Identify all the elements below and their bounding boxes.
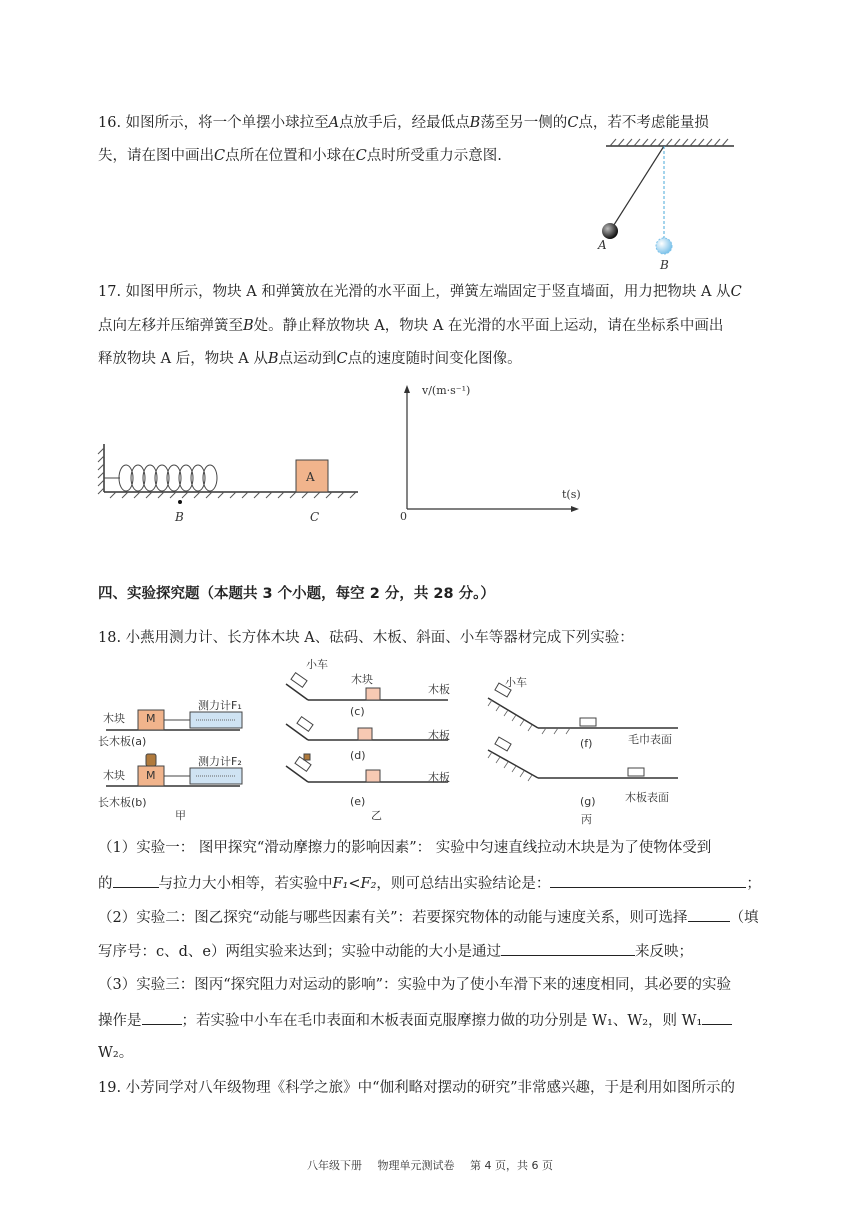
label-board-e: 木板: [428, 771, 450, 784]
label-c: (c): [350, 705, 365, 718]
question-number: 17.: [98, 284, 122, 300]
q18-intro: 18. 小燕用测力计、长方体木块 A、砝码、木板、斜面、小车等器材完成下列实验：: [98, 630, 634, 646]
pendulum-figure: [600, 138, 740, 273]
label-jia: 甲: [175, 809, 186, 822]
label-car-f: 小车: [505, 676, 527, 689]
q18-p3-line-3: W₂。: [98, 1045, 134, 1061]
axis-x-label: t(s): [562, 488, 581, 501]
q17-line-2: 点向左移并压缩弹簧至B处。静止释放物块 A，物块 A 在光滑的水平面上运动，请在坐标系中画出: [98, 318, 724, 334]
label-m-a: M: [146, 712, 156, 725]
label-board-c: 木板: [428, 683, 450, 696]
question-number: 18.: [98, 630, 122, 646]
label-board-b: 长木板(b): [98, 796, 147, 809]
origin-label: 0: [400, 510, 407, 523]
question-number: 16.: [98, 115, 122, 131]
spring-icon: [104, 465, 217, 491]
answer-blank-compare[interactable]: [702, 1009, 732, 1025]
label-d: (d): [350, 749, 366, 762]
q17-line-3: 释放物块 A 后，物块 A 从B点运动到C点的速度随时间变化图像。: [98, 351, 522, 367]
label-f: (f): [580, 737, 593, 750]
label-towel: 毛巾表面: [628, 733, 672, 746]
answer-blank-conclusion[interactable]: [550, 872, 746, 888]
label-yi: 乙: [371, 809, 382, 822]
label-b-spring: B: [175, 510, 184, 524]
q18-p1-line-2: 的 与拉力大小相等，若实验中F₁<F₂，则可总结出实验结论是： ；: [98, 872, 761, 894]
q16-line-1: 16. 如图所示，将一个单摆小球拉至A点放手后，经最低点B荡至另一侧的C点，若不考虑能量损: [98, 115, 709, 131]
velocity-time-axes: [395, 385, 580, 520]
label-bing: 丙: [581, 813, 592, 826]
answer-blank-kinetic[interactable]: [501, 940, 635, 956]
label-meter2: 测力计F₂: [198, 755, 242, 768]
label-mublock-b: 木块: [103, 769, 125, 782]
answer-blank-operation[interactable]: [142, 1009, 182, 1025]
label-b: B: [660, 258, 669, 272]
point-b-dot: [178, 500, 182, 504]
label-mublock-a: 木块: [103, 712, 125, 725]
label-m-b: M: [146, 769, 156, 782]
q16-line-2: 失，请在图中画出C点所在位置和小球在C点时所受重力示意图.: [98, 148, 502, 164]
answer-blank-friction[interactable]: [113, 872, 159, 888]
q18-p2-line-2: 写序号：c、d、e）两组实验来达到；实验中动能的大小是通过 来反映；: [98, 940, 693, 962]
page-number: 第 4 页，共 6 页: [470, 1159, 553, 1172]
axis-y-label: v/(m·s⁻¹): [422, 384, 471, 397]
label-board-a: 长木板(a): [98, 735, 147, 748]
label-a: A: [598, 238, 607, 252]
q18-p3-line-1: （3）实验三：图丙“探究阻力对运动的影响”：实验中为了使小车滑下来的速度相同，其必要的实验: [98, 977, 732, 993]
label-c-spring: C: [310, 510, 320, 524]
answer-blank-groups[interactable]: [688, 906, 730, 922]
label-car-c: 小车: [306, 658, 328, 671]
label-g: (g): [580, 795, 596, 808]
q18-p1-line-1: （1）实验一： 图甲探究“滑动摩擦力的影响因素”： 实验中匀速直线拉动木块是为了使物体受到: [98, 840, 712, 856]
q17-line-1: 17. 如图甲所示，物块 A 和弹簧放在光滑的水平面上，弹簧左端固定于竖直墙面，用力把物块 A 从C: [98, 284, 742, 300]
label-e: (e): [350, 795, 366, 808]
section-4-title: 四、实验探究题（本题共 3 个小题，每空 2 分，共 28 分。）: [98, 586, 495, 602]
page-footer: 八年级下册 物理单元测试卷 第 4 页，共 6 页: [307, 1159, 553, 1172]
label-block-c: 木块: [351, 673, 373, 686]
block-a-label: A: [306, 470, 315, 484]
q18-p2-line-1: （2）实验二：图乙探究“动能与哪些因素有关”：若要探究物体的动能与速度关系，则可选择 （填: [98, 906, 759, 928]
label-board-d: 木板: [428, 729, 450, 742]
ball-a-icon: [602, 223, 618, 239]
label-wood: 木板表面: [625, 791, 669, 804]
ball-b-icon: [656, 238, 672, 254]
label-meter1: 测力计F₁: [198, 699, 242, 712]
question-number: 19.: [98, 1080, 122, 1096]
q18-p3-line-2: 操作是 ；若实验中小车在毛巾表面和木板表面克服摩擦力做的功分别是 W₁、W₂，则 W₁: [98, 1009, 732, 1031]
q19-line-1: 19. 小芳同学对八年级物理《科学之旅》中“伽利略对摆动的研究”非常感兴趣，于是利用如图所示的: [98, 1080, 735, 1096]
spring-block-figure: [96, 440, 361, 510]
